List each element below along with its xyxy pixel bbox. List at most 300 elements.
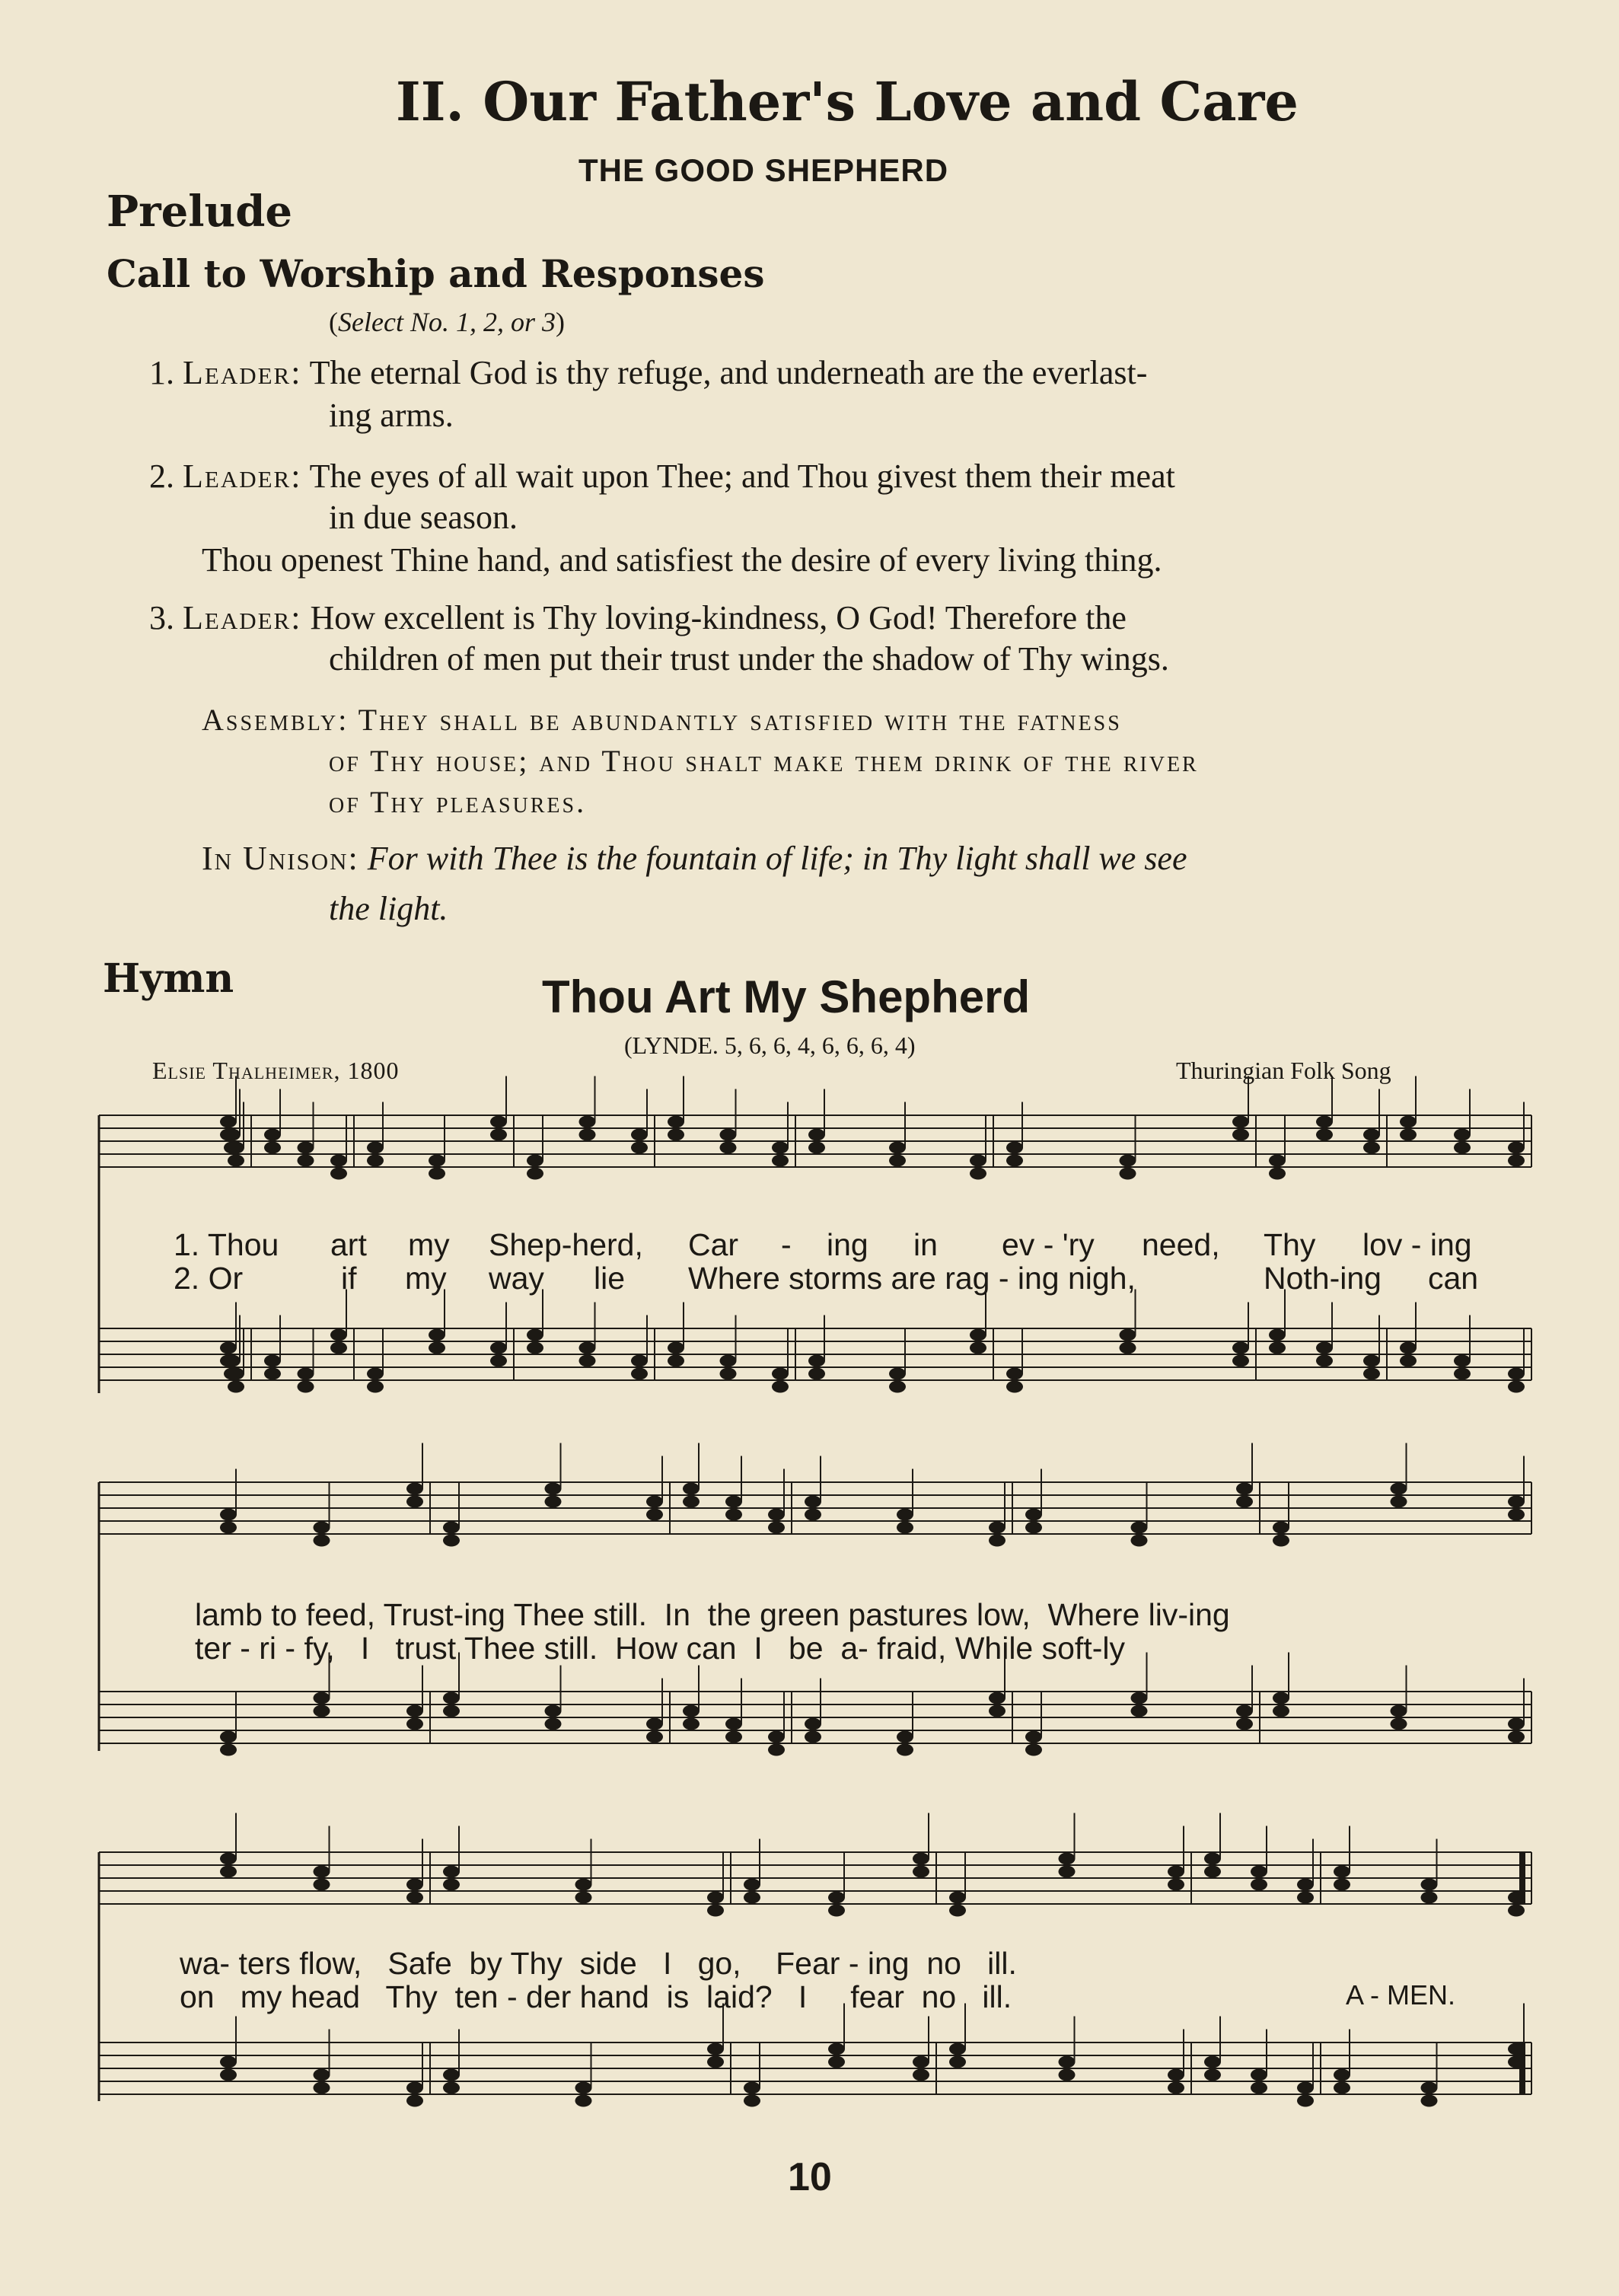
note-head	[220, 1342, 237, 1354]
note-head	[707, 1905, 724, 1917]
lyric-s1-v2-w6: Where storms are rag - ing nigh,	[688, 1261, 1136, 1296]
note-head	[298, 1381, 314, 1393]
note-head	[1508, 1142, 1525, 1154]
note-head	[889, 1142, 906, 1154]
note-head	[1269, 1342, 1286, 1354]
note-head	[1131, 1522, 1148, 1534]
lyric-s3-v2: on my head Thy ten - der hand is laid? I fear no ill.	[180, 1979, 1012, 2014]
note-head	[1334, 1879, 1350, 1891]
note-head	[1391, 1705, 1407, 1717]
note-head	[1391, 1483, 1407, 1495]
lyric-amen: A - MEN.	[1346, 1979, 1456, 2011]
note-head	[1168, 2082, 1184, 2094]
tune-meter: (LYNDE. 5, 6, 6, 4, 6, 6, 6, 4)	[624, 1032, 916, 1059]
lyric-s1-v2-w4: way	[489, 1261, 544, 1296]
hymn-composer: Thuringian Folk Song	[1176, 1057, 1391, 1084]
note-head	[1508, 1731, 1525, 1743]
hymn-author: Elsie Thalheimer, 1800	[152, 1057, 400, 1084]
note-head	[298, 1142, 314, 1154]
lyric-s1-v1-w10: need,	[1142, 1227, 1220, 1262]
note-head	[1025, 1731, 1042, 1743]
response-speaker: Leader:	[183, 354, 302, 391]
note-head	[1400, 1342, 1417, 1354]
note-head	[1421, 1892, 1438, 1904]
note-head	[1273, 1535, 1289, 1547]
note-head	[949, 2056, 966, 2068]
call-to-worship-heading: Call to Worship and Responses	[107, 251, 765, 296]
note-head	[228, 1368, 244, 1380]
note-head	[772, 1155, 789, 1167]
note-head	[264, 1129, 281, 1141]
note-head	[1236, 1496, 1253, 1508]
note-head	[720, 1355, 737, 1367]
note-head	[367, 1368, 384, 1380]
note-head	[443, 1879, 460, 1891]
note-head	[913, 1853, 929, 1865]
response-number: 3.	[149, 599, 174, 636]
lyric-s1-v1-w4: Shep-herd,	[489, 1227, 643, 1262]
note-head	[970, 1168, 986, 1180]
note-head	[490, 1116, 507, 1128]
lyric-s1-v1-w1: 1. Thou	[174, 1227, 279, 1262]
unison-line: For with Thee is the fountain of life; in Thy light shall we see	[367, 840, 1187, 877]
note-head	[527, 1329, 543, 1341]
note-head	[298, 1368, 314, 1380]
note-head	[1006, 1142, 1023, 1154]
note-head	[720, 1142, 737, 1154]
note-head	[1391, 1718, 1407, 1730]
note-head	[1269, 1155, 1286, 1167]
note-head	[1131, 1705, 1148, 1717]
lyric-s1-v1-w8: in	[913, 1227, 938, 1262]
lyric-s1-v1-w2: art	[330, 1227, 367, 1262]
section-title: Our Father's Love and Care	[483, 70, 1299, 133]
note-head	[970, 1342, 986, 1354]
assembly-line: They shall be abundantly satisfied with the fatness	[358, 703, 1122, 737]
note-head	[367, 1155, 384, 1167]
response-line: The eyes of all wait upon Thee; and Thou givest them their meat	[309, 458, 1175, 495]
note-head	[228, 1155, 244, 1167]
note-head	[631, 1355, 648, 1367]
note-head	[1273, 1692, 1289, 1704]
note-head	[949, 1905, 966, 1917]
note-head	[1363, 1368, 1380, 1380]
response-line: How excellent is Thy loving-kindness, O God! Therefore the	[310, 599, 1127, 636]
note-head	[1400, 1355, 1417, 1367]
note-head	[1297, 1879, 1314, 1891]
note-head	[490, 1129, 507, 1141]
note-head	[443, 1535, 460, 1547]
note-head	[805, 1496, 821, 1508]
note-head	[897, 1522, 913, 1534]
note-head	[330, 1329, 347, 1341]
note-head	[768, 1731, 785, 1743]
note-head	[1508, 1496, 1525, 1508]
note-head	[314, 1522, 330, 1534]
note-head	[1025, 1522, 1042, 1534]
note-head	[1508, 1155, 1525, 1167]
note-head	[646, 1509, 663, 1521]
note-head	[298, 1155, 314, 1167]
unison-speaker: In Unison:	[202, 840, 359, 877]
note-head	[1120, 1155, 1136, 1167]
note-head	[1273, 1522, 1289, 1534]
note-head	[1273, 1705, 1289, 1717]
note-head	[897, 1509, 913, 1521]
note-head	[1232, 1116, 1249, 1128]
note-head	[367, 1142, 384, 1154]
select-note: (Select No. 1, 2, or 3)	[329, 307, 565, 337]
response-speaker: Leader:	[183, 458, 302, 495]
note-head	[1204, 1866, 1221, 1878]
note-head	[805, 1731, 821, 1743]
note-head	[1251, 1879, 1267, 1891]
note-head	[828, 1892, 845, 1904]
note-head	[683, 1718, 700, 1730]
note-head	[545, 1483, 562, 1495]
note-head	[443, 1866, 460, 1878]
note-head	[330, 1168, 347, 1180]
note-head	[631, 1142, 648, 1154]
note-head	[406, 1483, 423, 1495]
note-head	[744, 2095, 760, 2107]
lyric-s1-v2-w7: Noth-ing	[1264, 1261, 1382, 1296]
note-head	[668, 1342, 684, 1354]
note-head	[1059, 1853, 1076, 1865]
note-head	[429, 1329, 445, 1341]
note-head	[1508, 1509, 1525, 1521]
note-head	[1006, 1155, 1023, 1167]
note-head	[314, 1692, 330, 1704]
note-head	[1508, 1905, 1525, 1917]
note-head	[406, 2082, 423, 2094]
note-head	[913, 2056, 929, 2068]
note-head	[1006, 1381, 1023, 1393]
note-head	[1269, 1168, 1286, 1180]
note-head	[989, 1692, 1006, 1704]
note-head	[575, 1892, 592, 1904]
note-head	[575, 2082, 592, 2094]
note-head	[768, 1744, 785, 1756]
note-head	[1421, 2095, 1438, 2107]
note-head	[1120, 1168, 1136, 1180]
note-head	[989, 1705, 1006, 1717]
note-head	[1316, 1355, 1333, 1367]
note-head	[429, 1342, 445, 1354]
note-head	[220, 1731, 237, 1743]
note-head	[527, 1168, 543, 1180]
note-head	[314, 1535, 330, 1547]
note-head	[1316, 1342, 1333, 1354]
note-head	[545, 1718, 562, 1730]
note-head	[1232, 1129, 1249, 1141]
note-head	[220, 1853, 237, 1865]
note-head	[1168, 2069, 1184, 2081]
note-head	[406, 2095, 423, 2107]
note-head	[575, 1879, 592, 1891]
note-head	[744, 2082, 760, 2094]
note-head	[1297, 2095, 1314, 2107]
response-1-line-2: ing arms.	[329, 397, 454, 434]
note-head	[707, 1892, 724, 1904]
note-head	[1006, 1368, 1023, 1380]
note-head	[1204, 2056, 1221, 2068]
note-head	[989, 1522, 1006, 1534]
hymn-heading: Hymn	[103, 955, 234, 1002]
response-3-line-2: children of men put their trust under the shadow of Thy wings.	[329, 640, 1169, 678]
note-head	[1168, 1879, 1184, 1891]
note-head	[1391, 1496, 1407, 1508]
note-head	[1236, 1705, 1253, 1717]
note-head	[772, 1381, 789, 1393]
note-head	[683, 1483, 700, 1495]
note-head	[1025, 1744, 1042, 1756]
note-head	[220, 1116, 237, 1128]
note-head	[1400, 1129, 1417, 1141]
note-head	[668, 1116, 684, 1128]
note-head	[949, 1892, 966, 1904]
note-head	[314, 1866, 330, 1878]
note-head	[490, 1355, 507, 1367]
note-head	[228, 1381, 244, 1393]
note-head	[1297, 1892, 1314, 1904]
note-head	[1120, 1329, 1136, 1341]
note-head	[314, 2082, 330, 2094]
lyric-s1-v1-w12: lov - ing	[1362, 1227, 1472, 1262]
lyric-s1-v1-w6: -	[781, 1227, 792, 1262]
note-head	[631, 1129, 648, 1141]
note-head	[1363, 1142, 1380, 1154]
note-head	[406, 1718, 423, 1730]
note-head	[1120, 1342, 1136, 1354]
note-head	[443, 2069, 460, 2081]
note-head	[220, 2056, 237, 2068]
note-head	[1204, 2069, 1221, 2081]
note-head	[897, 1744, 913, 1756]
note-head	[429, 1168, 445, 1180]
response-speaker: Leader:	[183, 599, 302, 636]
note-head	[314, 2069, 330, 2081]
note-head	[545, 1496, 562, 1508]
note-head	[490, 1342, 507, 1354]
note-head	[631, 1368, 648, 1380]
response-2-continuation: Thou openest Thine hand, and satisfiest the desire of every living thing.	[202, 541, 1162, 579]
note-head	[579, 1116, 596, 1128]
note-head	[707, 2056, 724, 2068]
note-head	[579, 1355, 596, 1367]
note-head	[1421, 2082, 1438, 2094]
lyric-s1-v2-w5: lie	[594, 1261, 626, 1296]
lyric-s1-v1-w9: ev - 'ry	[1002, 1227, 1095, 1262]
note-head	[949, 2043, 966, 2055]
note-head	[744, 1879, 760, 1891]
note-head	[1059, 2056, 1076, 2068]
note-head	[1297, 2082, 1314, 2094]
response-number: 1.	[149, 354, 174, 391]
note-head	[443, 1705, 460, 1717]
note-head	[897, 1731, 913, 1743]
note-head	[443, 2082, 460, 2094]
note-head	[828, 1905, 845, 1917]
note-head	[579, 1129, 596, 1141]
lyric-s2-v2: ter - ri - fy, I trust Thee still. How can I be a- fraid, While soft-ly	[195, 1631, 1125, 1666]
assembly-line-2: of Thy house; and Thou shalt make them drink of the river	[329, 744, 1199, 778]
note-head	[1508, 1381, 1525, 1393]
note-head	[1251, 2069, 1267, 2081]
note-head	[228, 1142, 244, 1154]
assembly-line-3: of Thy pleasures.	[329, 785, 587, 819]
note-head	[1025, 1509, 1042, 1521]
note-head	[429, 1155, 445, 1167]
note-head	[768, 1509, 785, 1521]
note-head	[1232, 1342, 1249, 1354]
note-head	[220, 1522, 237, 1534]
lyric-s1-v2-w2: if	[341, 1261, 357, 1296]
note-head	[406, 1879, 423, 1891]
lyric-s1-v1-w7: ing	[827, 1227, 868, 1262]
note-head	[1508, 1368, 1525, 1380]
note-head	[1454, 1142, 1471, 1154]
note-head	[406, 1496, 423, 1508]
note-head	[744, 1892, 760, 1904]
note-head	[1421, 1879, 1438, 1891]
note-head	[828, 2043, 845, 2055]
note-head	[989, 1535, 1006, 1547]
response-line: The eternal God is thy refuge, and underneath are the everlast-	[309, 354, 1148, 391]
note-head	[808, 1142, 825, 1154]
note-head	[683, 1496, 700, 1508]
note-head	[646, 1718, 663, 1730]
unison-line-2: the light.	[329, 890, 448, 927]
note-head	[683, 1705, 700, 1717]
note-head	[1508, 1718, 1525, 1730]
note-head	[1059, 1866, 1076, 1878]
lyric-s1-v2-w3: my	[405, 1261, 447, 1296]
note-head	[707, 2043, 724, 2055]
note-head	[768, 1522, 785, 1534]
note-head	[720, 1129, 737, 1141]
note-head	[1204, 1853, 1221, 1865]
lyric-s1-v1-w11: Thy	[1264, 1227, 1316, 1262]
section-numeral: II.	[396, 70, 464, 133]
note-head	[772, 1368, 789, 1380]
note-head	[527, 1342, 543, 1354]
note-head	[1400, 1116, 1417, 1128]
note-head	[314, 1705, 330, 1717]
note-head	[1236, 1483, 1253, 1495]
note-head	[970, 1329, 986, 1341]
note-head	[1316, 1116, 1333, 1128]
page-number: 10	[788, 2155, 832, 2199]
note-head	[1316, 1129, 1333, 1141]
note-head	[725, 1718, 742, 1730]
lyric-s1-v2-w1: 2. Or	[174, 1261, 244, 1296]
note-head	[545, 1705, 562, 1717]
note-head	[220, 1744, 237, 1756]
note-head	[1334, 1866, 1350, 1878]
note-head	[527, 1155, 543, 1167]
note-head	[889, 1155, 906, 1167]
note-head	[808, 1368, 825, 1380]
note-head	[1454, 1355, 1471, 1367]
note-head	[828, 2056, 845, 2068]
note-head	[575, 2095, 592, 2107]
note-head	[646, 1731, 663, 1743]
note-head	[220, 2069, 237, 2081]
note-head	[1131, 1535, 1148, 1547]
note-head	[1269, 1329, 1286, 1341]
note-head	[1232, 1355, 1249, 1367]
note-head	[913, 1866, 929, 1878]
note-head	[1363, 1129, 1380, 1141]
lyric-s1-v2-w8: can	[1428, 1261, 1479, 1296]
note-head	[668, 1355, 684, 1367]
note-head	[314, 1879, 330, 1891]
response-2-line-2: in due season.	[329, 499, 518, 536]
note-head	[579, 1342, 596, 1354]
lyric-s1-v1-w3: my	[408, 1227, 450, 1262]
note-head	[970, 1155, 986, 1167]
lyric-s3-v1: wa- ters flow, Safe by Thy side I go, Fear - ing no ill.	[180, 1946, 1017, 1981]
note-head	[443, 1522, 460, 1534]
note-head	[264, 1142, 281, 1154]
note-head	[220, 1866, 237, 1878]
note-head	[1168, 1866, 1184, 1878]
note-head	[772, 1142, 789, 1154]
note-head	[1236, 1718, 1253, 1730]
note-head	[889, 1381, 906, 1393]
note-head	[725, 1496, 742, 1508]
note-head	[805, 1718, 821, 1730]
assembly-speaker: Assembly:	[202, 703, 349, 737]
prelude-heading: Prelude	[107, 187, 293, 237]
note-head	[1454, 1129, 1471, 1141]
note-head	[646, 1496, 663, 1508]
note-head	[1059, 2069, 1076, 2081]
note-head	[725, 1509, 742, 1521]
note-head	[1251, 2082, 1267, 2094]
note-head	[330, 1342, 347, 1354]
section-subtitle: THE GOOD SHEPHERD	[578, 152, 949, 188]
note-head	[443, 1692, 460, 1704]
note-head	[367, 1381, 384, 1393]
note-head	[808, 1129, 825, 1141]
note-head	[264, 1368, 281, 1380]
note-head	[406, 1705, 423, 1717]
note-head	[220, 1509, 237, 1521]
note-head	[808, 1355, 825, 1367]
note-head	[224, 1129, 241, 1141]
note-head	[1131, 1692, 1148, 1704]
lyric-s1-v1-w5: Car	[688, 1227, 739, 1262]
response-number: 2.	[149, 458, 174, 495]
note-head	[264, 1355, 281, 1367]
note-head	[1363, 1355, 1380, 1367]
note-head	[1334, 2082, 1350, 2094]
note-head	[725, 1731, 742, 1743]
lyric-s2-v1: lamb to feed, Trust-ing Thee still. In the green pastures low, Where liv-ing	[195, 1597, 1230, 1632]
note-head	[330, 1155, 347, 1167]
note-head	[1454, 1368, 1471, 1380]
note-head	[668, 1129, 684, 1141]
note-head	[1251, 1866, 1267, 1878]
note-head	[913, 2069, 929, 2081]
note-head	[224, 1355, 241, 1367]
hymn-title: Thou Art My Shepherd	[542, 971, 1031, 1022]
note-head	[720, 1368, 737, 1380]
note-head	[889, 1368, 906, 1380]
note-head	[805, 1509, 821, 1521]
